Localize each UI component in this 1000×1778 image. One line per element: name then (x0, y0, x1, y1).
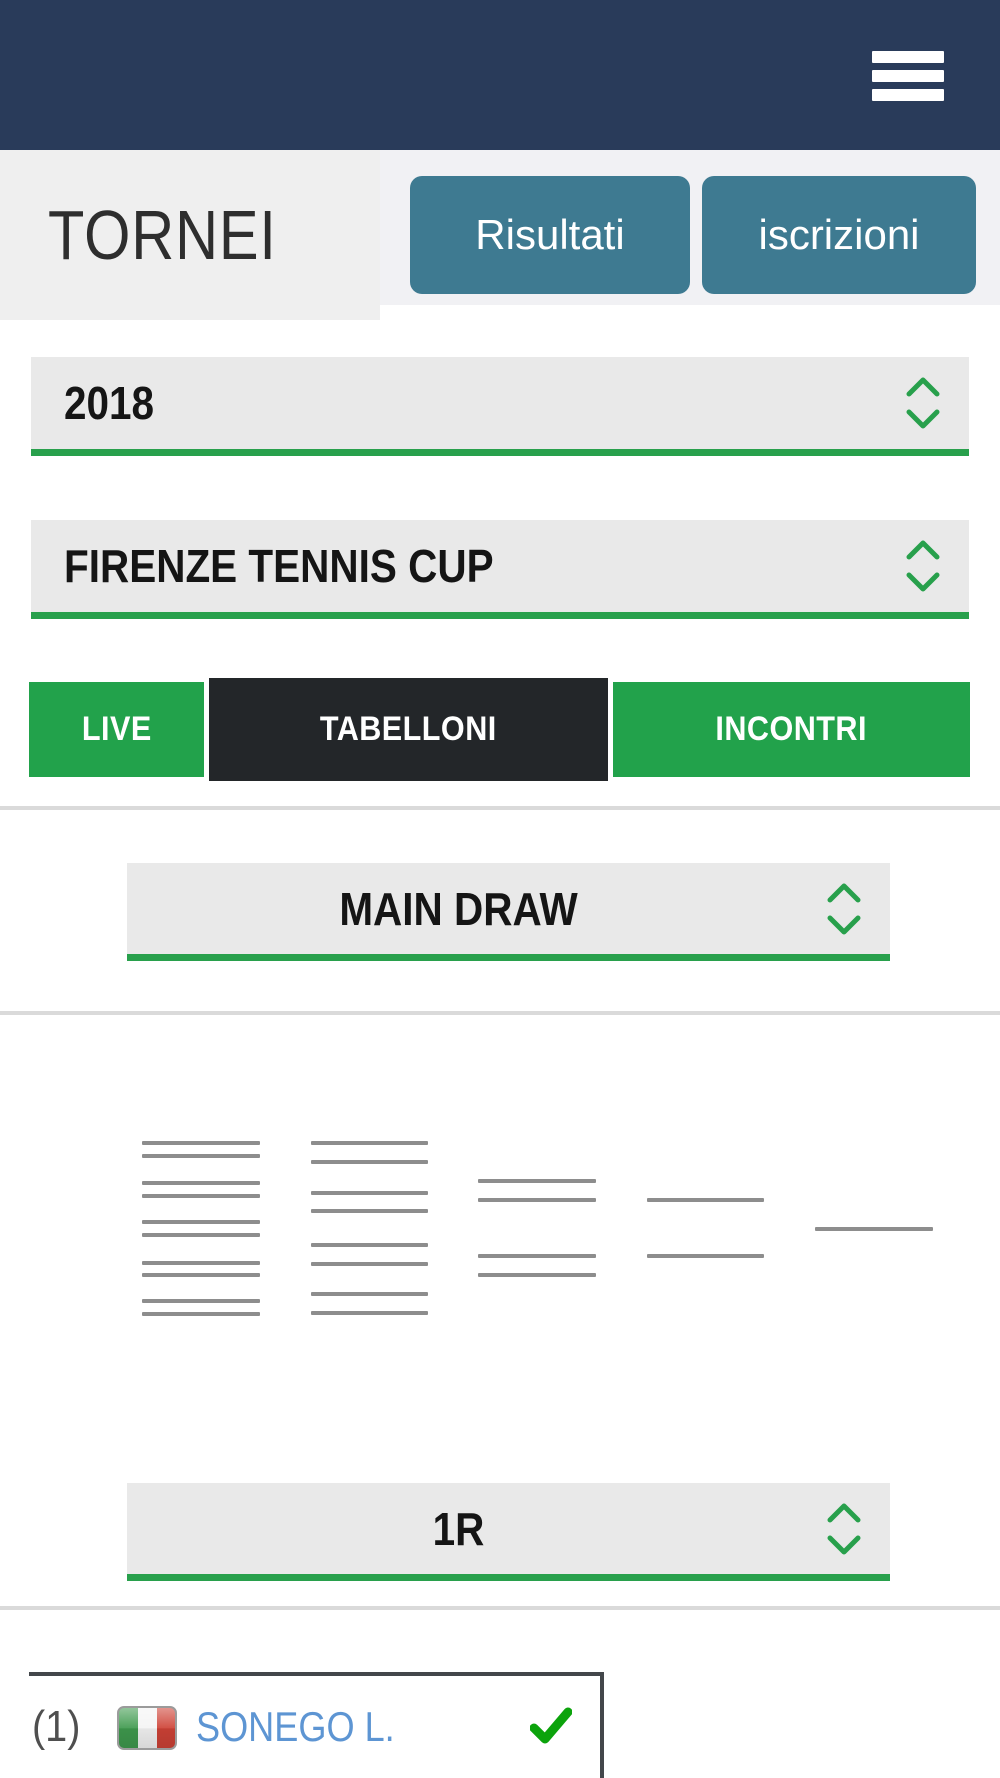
bracket-line (311, 1311, 428, 1315)
up-down-chevron-icon (905, 540, 941, 592)
bracket-line (478, 1179, 596, 1183)
year-select[interactable] (31, 357, 969, 449)
bracket-line (142, 1233, 260, 1237)
page-title: TORNEI (48, 196, 277, 274)
divider (0, 1606, 1000, 1610)
top-navigation-bar (0, 0, 1000, 150)
bracket-line (142, 1273, 260, 1277)
bracket-line (815, 1227, 933, 1231)
bracket-line (311, 1262, 428, 1266)
up-down-chevron-icon (905, 377, 941, 429)
hamburger-bar (872, 89, 944, 101)
registrations-button[interactable]: iscrizioni (702, 176, 976, 294)
bracket-line (142, 1312, 260, 1316)
green-underline (127, 1574, 890, 1581)
green-underline (31, 449, 969, 456)
tab-live[interactable]: LIVE (29, 682, 204, 777)
bracket-line (142, 1299, 260, 1303)
draw-select-value: MAIN DRAW (339, 882, 578, 935)
player-name-link[interactable]: SONEGO L. (196, 1703, 395, 1750)
bracket-line (647, 1254, 764, 1258)
italy-flag-icon (117, 1706, 177, 1755)
green-underline (31, 612, 969, 619)
up-down-chevron-icon (826, 1503, 862, 1555)
round-select[interactable] (127, 1483, 890, 1574)
hamburger-bar (872, 51, 944, 63)
hamburger-bar (872, 70, 944, 82)
section-tabbar (0, 678, 1000, 781)
tab-incontri[interactable]: INCONTRI (613, 682, 970, 777)
divider (0, 806, 1000, 810)
bracket-line (311, 1243, 428, 1247)
green-underline (127, 954, 890, 961)
bracket-line (142, 1194, 260, 1198)
bracket-line (142, 1181, 260, 1185)
bracket-line (142, 1154, 260, 1158)
results-button[interactable]: Risultati (410, 176, 690, 294)
bracket-line (647, 1198, 764, 1202)
year-select-value: 2018 (64, 377, 155, 429)
divider (0, 1011, 1000, 1015)
bracket-line (142, 1261, 260, 1265)
bracket-line (311, 1292, 428, 1296)
draw-select[interactable] (127, 863, 890, 954)
bracket-line (142, 1220, 260, 1224)
tournament-select-value: FIRENZE TENNIS CUP (64, 540, 494, 592)
winner-check-icon (530, 1706, 572, 1751)
bracket-line (142, 1141, 260, 1145)
tab-tabelloni-active[interactable]: TABELLONI (209, 678, 608, 781)
bracket-line (311, 1191, 428, 1195)
hamburger-menu-icon[interactable] (872, 51, 944, 102)
bracket-line (311, 1209, 428, 1213)
tournament-select[interactable] (31, 520, 969, 612)
bracket-line (478, 1198, 596, 1202)
bracket-line (478, 1273, 596, 1277)
bracket-line (311, 1141, 428, 1145)
player-seed: (1) (32, 1702, 81, 1751)
up-down-chevron-icon (826, 883, 862, 935)
bracket-line (478, 1254, 596, 1258)
round-select-value: 1R (432, 1502, 485, 1555)
match-card[interactable] (29, 1672, 604, 1778)
bracket-line (311, 1160, 428, 1164)
